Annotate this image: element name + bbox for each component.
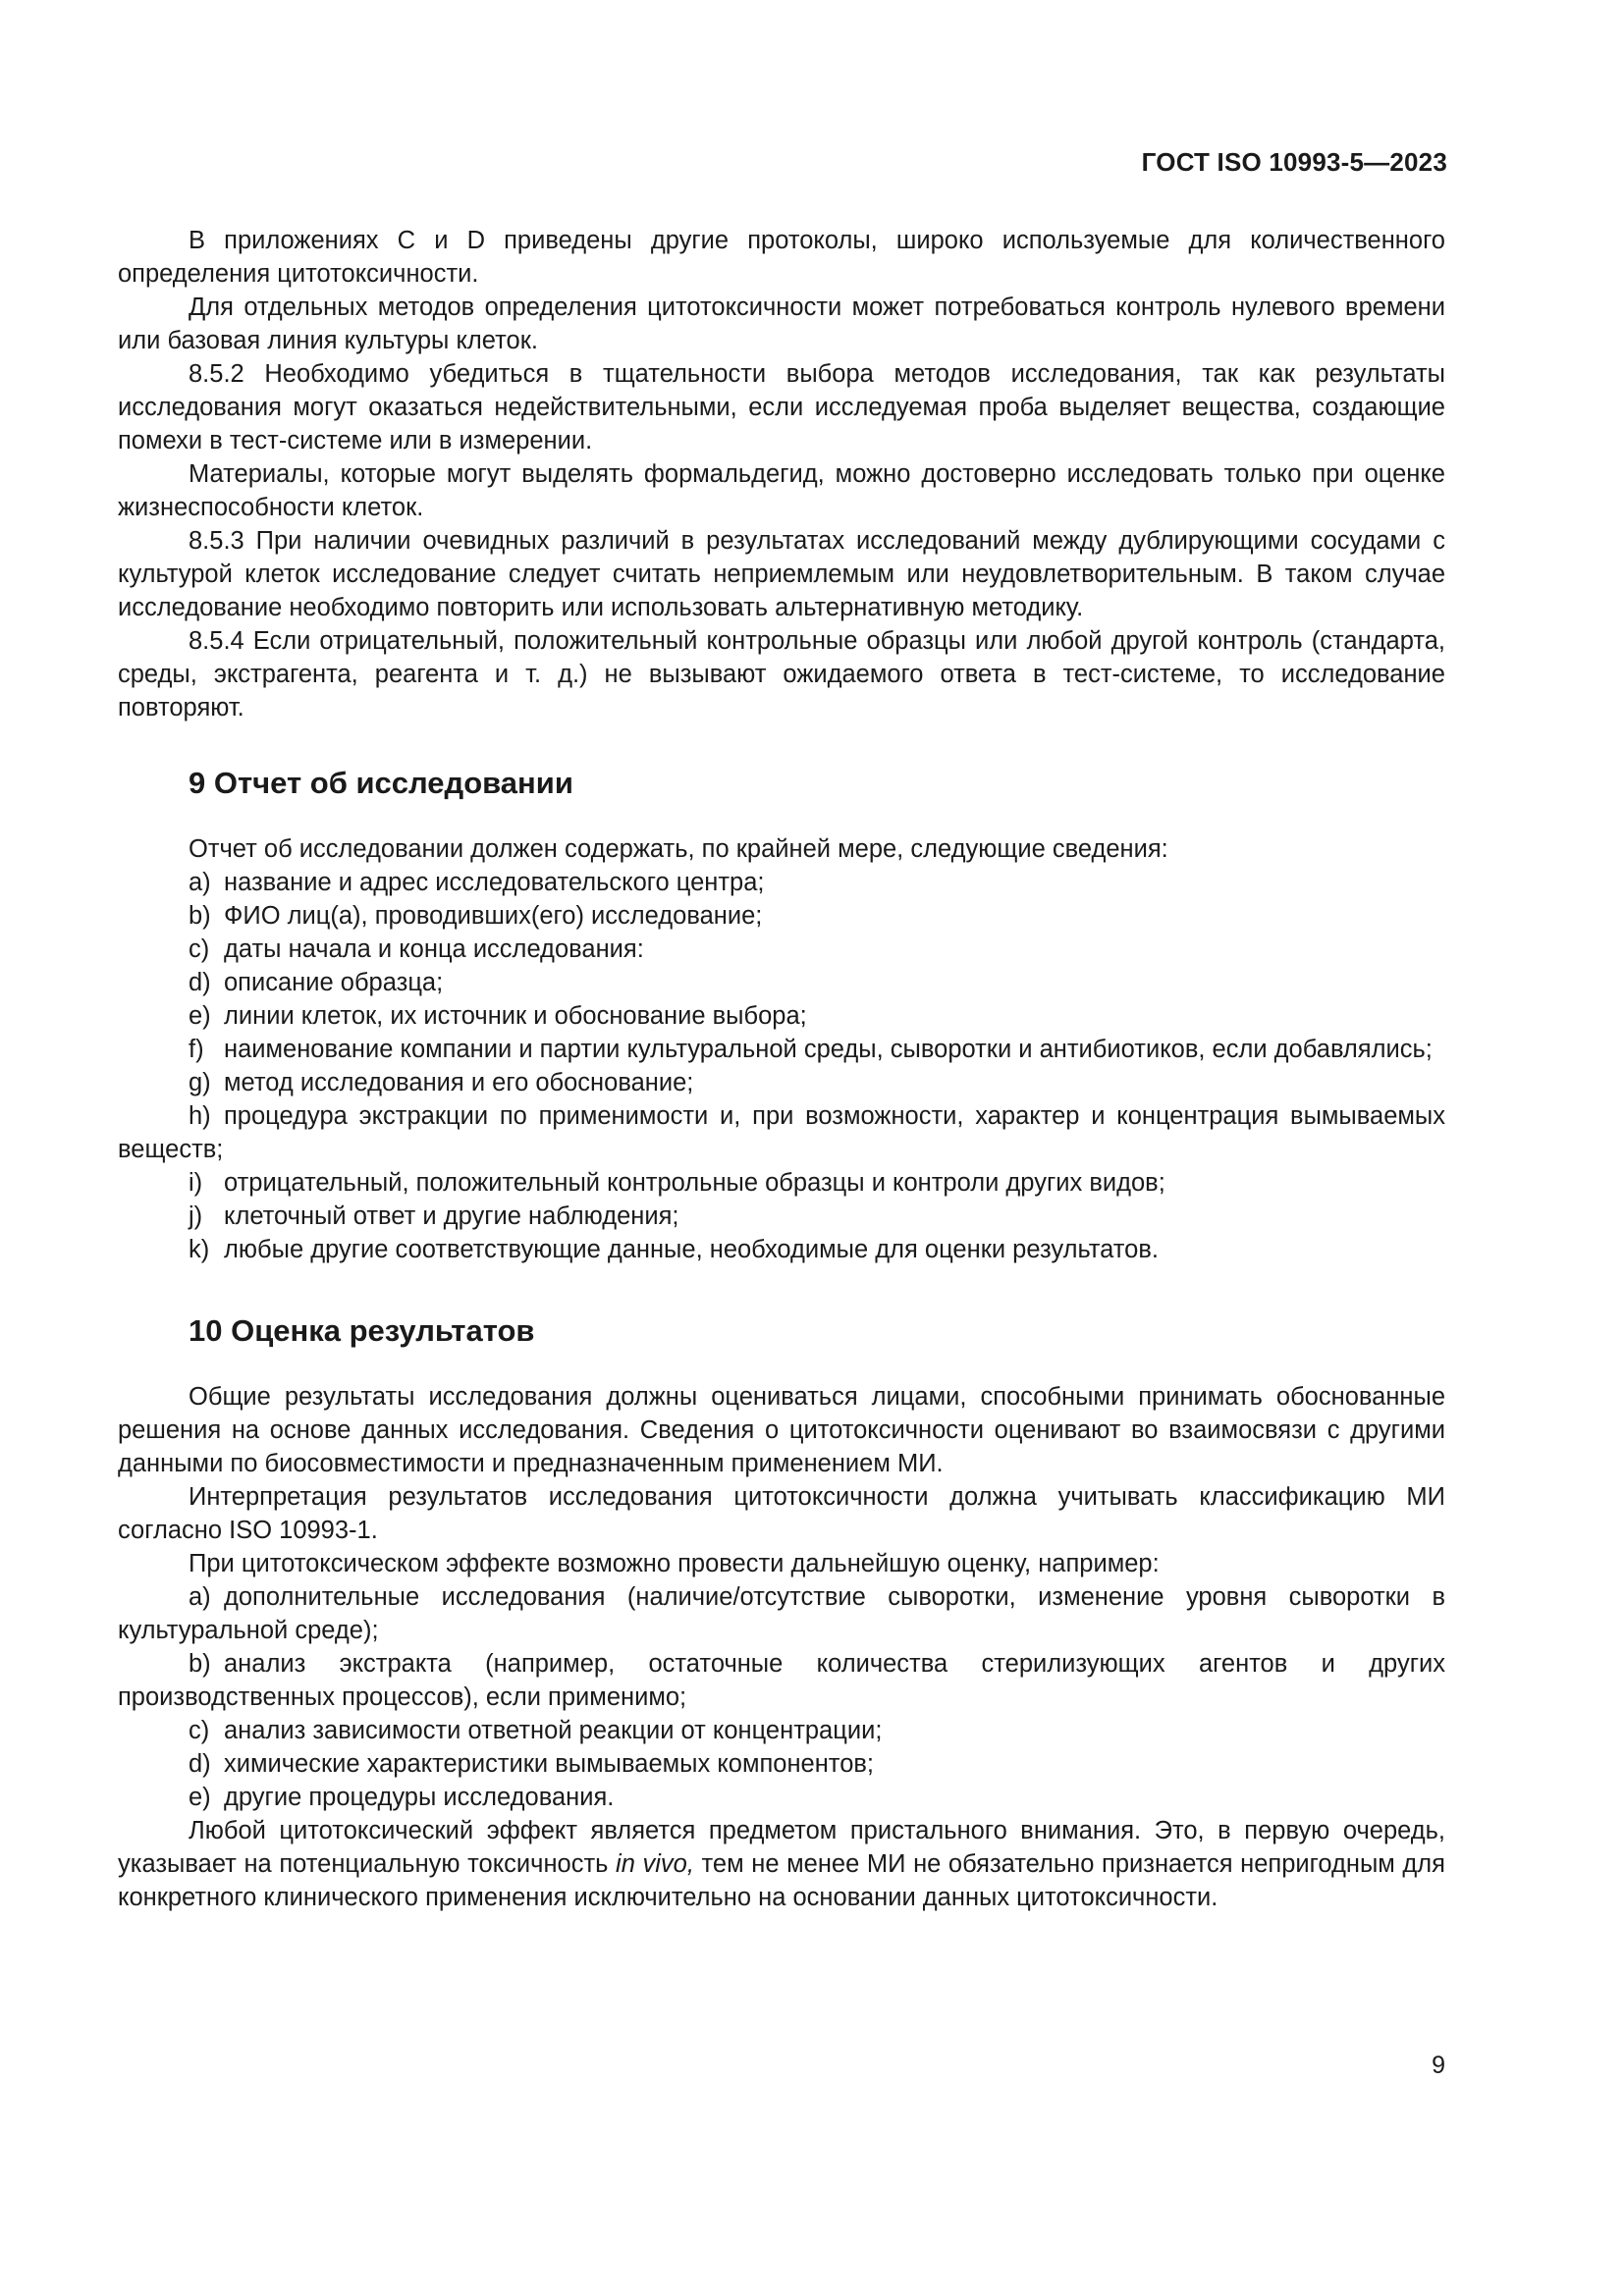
list-item-text: название и адрес исследовательского центра; bbox=[224, 869, 765, 896]
list-item-text: отрицательный, положительный контрольные образцы и контроли других видов; bbox=[224, 1169, 1165, 1197]
list-item bbox=[118, 1099, 1445, 1166]
list-item bbox=[118, 1647, 1445, 1714]
paragraph: Интерпретация результатов исследования цитотоксичности должна учитывать классификацию МИ согласно ISO 10993-1. bbox=[118, 1483, 1445, 1544]
list-item-text: процедура экстракции по применимости и, при возможности, характер и концентрация вымываемых веществ; bbox=[118, 1102, 1445, 1163]
list-item-text: анализ экстракта (например, остаточные количества стерилизующих агентов и других производственных процессов), если применимо; bbox=[118, 1650, 1445, 1711]
paragraph: 8.5.4 Если отрицательный, положительный контрольные образцы или любой другой контроль (стандарта, среды, экстрагента, реагента и т. д.) не вызывают ожидаемого ответа в тест-системе, то исследование повторяют. bbox=[118, 627, 1445, 721]
list-item-text: анализ зависимости ответной реакции от концентрации; bbox=[224, 1717, 883, 1744]
list-item-text: даты начала и конца исследования: bbox=[224, 935, 644, 963]
list-marker: i) bbox=[189, 1169, 203, 1197]
list-item-text: наименование компании и партии культуральной среды, сыворотки и антибиотиков, если добавлялись; bbox=[224, 1036, 1433, 1063]
list-marker: b) bbox=[189, 902, 211, 930]
document-header: ГОСТ ISO 10993-5—2023 bbox=[1141, 147, 1447, 177]
further-evaluation-list bbox=[118, 1580, 1445, 1814]
paragraph: При цитотоксическом эффекте возможно провести дальнейшую оценку, например: bbox=[189, 1550, 1160, 1577]
paragraph: В приложениях C и D приведены другие протоколы, широко используемые для количественного определения цитотоксичности. bbox=[118, 227, 1445, 288]
list-marker: g) bbox=[189, 1069, 211, 1096]
paragraph: Для отдельных методов определения цитотоксичности может потребоваться контроль нулевого времени или базовая линия культуры клеток. bbox=[118, 294, 1445, 354]
list-item bbox=[118, 1747, 1445, 1781]
paragraph: Общие результаты исследования должны оцениваться лицами, способными принимать обоснованные решения на основе данных исследования. Сведения о цитотоксичности оценивают во взаимосвязи с другими данными по биосовместимости и предназначенным применением МИ. bbox=[118, 1383, 1445, 1477]
paragraph bbox=[118, 1814, 1445, 1914]
paragraph: Материалы, которые могут выделять формальдегид, можно достоверно исследовать только при оценке жизнеспособности клеток. bbox=[118, 460, 1445, 521]
list-item bbox=[118, 1781, 1445, 1814]
list-item bbox=[118, 933, 1445, 966]
list-marker: a) bbox=[189, 1583, 211, 1611]
list-item-text: линии клеток, их источник и обоснование выбора; bbox=[224, 1002, 807, 1030]
list-marker: d) bbox=[189, 969, 211, 996]
list-item-text: метод исследования и его обоснование; bbox=[224, 1069, 694, 1096]
list-item-text: другие процедуры исследования. bbox=[224, 1784, 615, 1811]
section-intro: Отчет об исследовании должен содержать, по крайней мере, следующие сведения: bbox=[189, 835, 1168, 863]
list-marker: b) bbox=[189, 1650, 211, 1678]
list-marker: c) bbox=[189, 935, 210, 963]
list-marker: d) bbox=[189, 1750, 211, 1778]
list-marker: e) bbox=[189, 1002, 211, 1030]
section-heading: 9 Отчет об исследовании bbox=[189, 766, 573, 800]
list-item-text: описание образца; bbox=[224, 969, 444, 996]
list-item bbox=[118, 1714, 1445, 1747]
list-marker: c) bbox=[189, 1717, 210, 1744]
paragraph-text: тем не менее МИ не обязательно признается непригодным для конкретного клинического применения исключительно на основании данных цитотоксичности. bbox=[118, 1850, 1445, 1911]
list-item bbox=[118, 1066, 1445, 1099]
list-item bbox=[118, 1580, 1445, 1647]
latin-term: in vivo, bbox=[616, 1850, 694, 1878]
list-item bbox=[118, 1200, 1445, 1233]
list-marker: k) bbox=[189, 1236, 210, 1263]
list-item bbox=[118, 1166, 1445, 1200]
paragraph: 8.5.3 При наличии очевидных различий в результатах исследований между дублирующими сосудами с культурой клеток исследование следует считать неприемлемым или неудовлетворительным. В таком случае исследование необходимо повторить или использовать альтернативную методику. bbox=[118, 527, 1445, 621]
list-item bbox=[118, 1033, 1445, 1066]
list-item-text: химические характеристики вымываемых компонентов; bbox=[224, 1750, 875, 1778]
list-marker: f) bbox=[189, 1036, 204, 1063]
list-item bbox=[118, 899, 1445, 933]
page-number: 9 bbox=[1432, 2052, 1445, 2079]
list-item-text: любые другие соответствующие данные, необходимые для оценки результатов. bbox=[224, 1236, 1159, 1263]
list-item bbox=[118, 966, 1445, 999]
list-item bbox=[118, 866, 1445, 899]
paragraph: 8.5.2 Необходимо убедиться в тщательности выбора методов исследования, так как результаты исследования могут оказаться недействительными, если исследуемая проба выделяет вещества, создающие помехи в тест-системе или в измерении. bbox=[118, 360, 1445, 454]
list-marker: e) bbox=[189, 1784, 211, 1811]
page-content bbox=[118, 224, 1445, 1914]
report-requirements-list bbox=[118, 866, 1445, 1266]
list-item-text: ФИО лиц(а), проводивших(его) исследование; bbox=[224, 902, 763, 930]
list-item bbox=[118, 1233, 1445, 1266]
list-item bbox=[118, 999, 1445, 1033]
list-marker: j) bbox=[189, 1202, 203, 1230]
list-marker: h) bbox=[189, 1102, 211, 1130]
list-marker: a) bbox=[189, 869, 211, 896]
paragraph-text: Любой цитотоксический эффект является предметом пристального внимания. Это, в первую очередь, указывает на потенциальную токсичность bbox=[118, 1817, 1445, 1878]
list-item-text: дополнительные исследования (наличие/отсутствие сыворотки, изменение уровня сыворотки в культуральной среде); bbox=[118, 1583, 1445, 1644]
section-heading: 10 Оценка результатов bbox=[189, 1313, 535, 1348]
list-item-text: клеточный ответ и другие наблюдения; bbox=[224, 1202, 679, 1230]
